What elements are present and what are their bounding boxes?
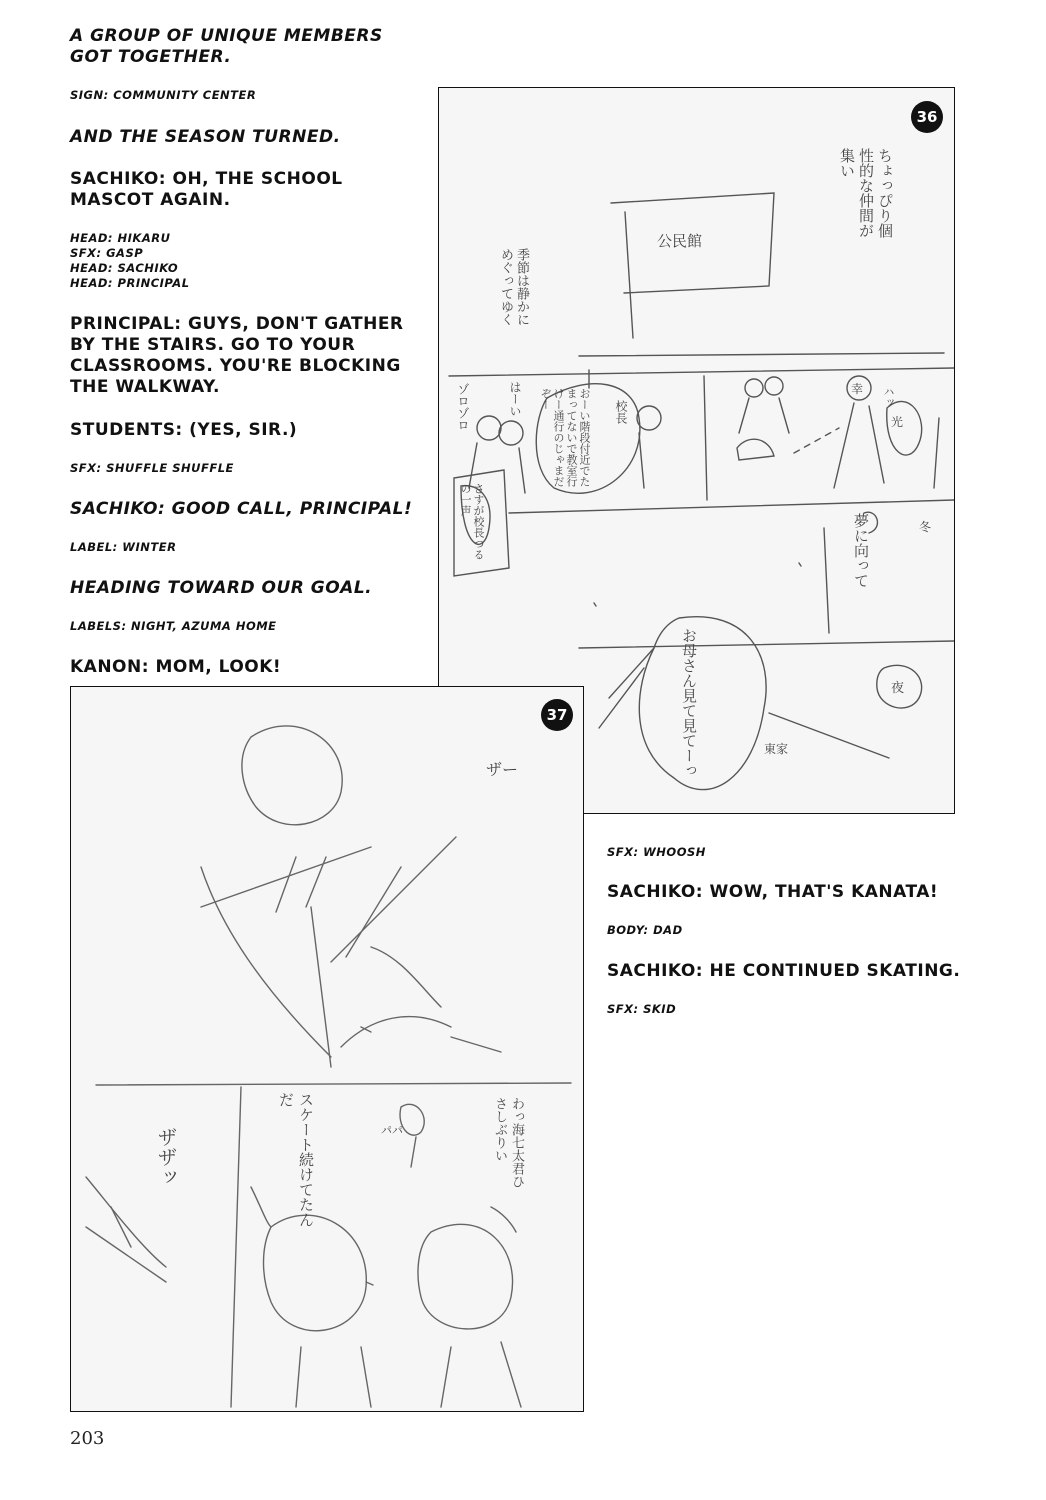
caption-students: STUDENTS: (YES, SIR.) bbox=[70, 420, 298, 440]
caption-goodcall: SACHIKO: GOOD CALL, PRINCIPAL! bbox=[70, 499, 413, 519]
caption-sfx-shuffle: SFX: SHUFFLE SHUFFLE bbox=[70, 461, 234, 475]
jp-winter-label: 冬 bbox=[919, 520, 932, 534]
jp-yes: はーい bbox=[508, 381, 522, 417]
jp-skating-line: スケート続けてたんだ bbox=[277, 1092, 315, 1227]
sheet-37-number-badge: 37 bbox=[541, 699, 573, 731]
caption-head-sachiko: HEAD: SACHIKO bbox=[70, 261, 179, 275]
caption-kanon: KANON: MOM, LOOK! bbox=[70, 657, 282, 677]
storyboard-sheet-37 bbox=[70, 686, 584, 1412]
sheet-37-sketch-lines bbox=[71, 687, 584, 1412]
jp-whoosh-sfx: ザー bbox=[486, 760, 519, 779]
sheet-36-number-badge: 36 bbox=[911, 101, 943, 133]
caption-sfx-skid: SFX: SKID bbox=[607, 1002, 677, 1016]
jp-hikaru-head: 光 bbox=[891, 415, 904, 429]
jp-goodcall: さすが校長つるの一声 bbox=[459, 483, 485, 560]
jp-members-note: ちょっぴり個性的な仲間が集い bbox=[838, 148, 894, 238]
caption-wow-kanata: SACHIKO: WOW, THAT'S KANATA! bbox=[607, 882, 939, 902]
jp-sachiko-head: 幸 bbox=[851, 382, 864, 396]
caption-principal: PRINCIPAL: GUYS, DON'T GATHER BY THE STAIRS. GO TO YOUR CLASSROOMS. YOU'RE BLOCKING THE WALKWAY. bbox=[70, 314, 404, 397]
caption-continued-skating: SACHIKO: HE CONTINUED SKATING. bbox=[607, 961, 961, 981]
caption-head-principal: HEAD: PRINCIPAL bbox=[70, 276, 190, 290]
jp-azuma-home: 東家 bbox=[764, 742, 789, 756]
caption-label-winter: LABEL: WINTER bbox=[70, 540, 177, 554]
jp-skid-sfx: ザザッ bbox=[154, 1127, 178, 1187]
jp-zoro-sfx: ゾロゾロ bbox=[456, 383, 470, 431]
caption-goal: HEADING TOWARD OUR GOAL. bbox=[70, 578, 373, 598]
jp-night-label: 夜 bbox=[891, 681, 905, 696]
caption-head-hikaru: HEAD: HIKARU bbox=[70, 231, 171, 245]
jp-dad-label: パパ bbox=[381, 1124, 403, 1137]
caption-labels-night: LABELS: NIGHT, AZUMA HOME bbox=[70, 619, 277, 633]
jp-kanon-line: お母さん見て見てーっ bbox=[680, 628, 698, 778]
caption-body-dad: BODY: DAD bbox=[607, 923, 683, 937]
jp-principal-line: おーい階段付近でたまってないで教室行けー通行のじゃまだぞー bbox=[539, 388, 591, 487]
caption-sfx-gasp: SFX: GASP bbox=[70, 246, 144, 260]
jp-dream-note: 夢に向って bbox=[852, 513, 870, 588]
page-number: 203 bbox=[70, 1428, 105, 1449]
caption-members: A GROUP OF UNIQUE MEMBERS GOT TOGETHER. bbox=[70, 26, 383, 67]
caption-sign: SIGN: COMMUNITY CENTER bbox=[70, 88, 257, 102]
jp-season-note: 季節は静かにめぐってゆく bbox=[498, 248, 529, 326]
caption-sfx-whoosh: SFX: WHOOSH bbox=[607, 845, 706, 859]
jp-gasp-sfx: ハッ bbox=[882, 386, 895, 408]
jp-principal-head: 校長 bbox=[614, 400, 628, 424]
jp-kanata-line: わっ海七太君ひさしぶりい bbox=[492, 1097, 524, 1188]
caption-mascot: SACHIKO: OH, THE SCHOOL MASCOT AGAIN. bbox=[70, 169, 343, 210]
caption-season: AND THE SEASON TURNED. bbox=[70, 127, 341, 147]
jp-sign-community-center: 公民館 bbox=[657, 232, 703, 250]
